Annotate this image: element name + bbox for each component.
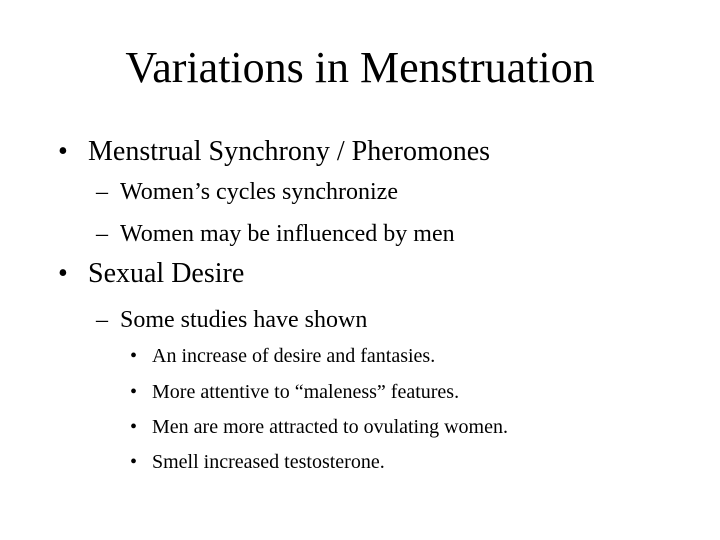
dash-marker: – [96, 221, 108, 247]
bullet-marker: • [58, 136, 68, 167]
bullet-marker: • [130, 345, 138, 367]
dash-marker: – [96, 307, 108, 333]
dash-marker: – [96, 179, 108, 205]
bullet-sexual-desire: Sexual Desire [88, 258, 245, 289]
slide-title: Variations in Menstruation [125, 43, 595, 92]
bullet-marker: • [130, 416, 138, 438]
bullet-marker: • [130, 381, 138, 403]
detail-ovulating-women: Men are more attracted to ovulating women. [152, 416, 508, 438]
subitem-influenced-by-men: Women may be influenced by men [120, 221, 455, 247]
bullet-menstrual-synchrony: Menstrual Synchrony / Pheromones [88, 136, 491, 167]
bullet-marker: • [58, 258, 68, 289]
bullet-marker: • [130, 451, 138, 473]
detail-increase-of-desire: An increase of desire and fantasies. [152, 345, 436, 367]
detail-testosterone: Smell increased testosterone. [152, 451, 385, 473]
subitem-cycles-synchronize: Women’s cycles synchronize [120, 179, 398, 205]
detail-maleness-features: More attentive to “maleness” features. [152, 381, 460, 403]
subitem-some-studies: Some studies have shown [120, 307, 368, 333]
